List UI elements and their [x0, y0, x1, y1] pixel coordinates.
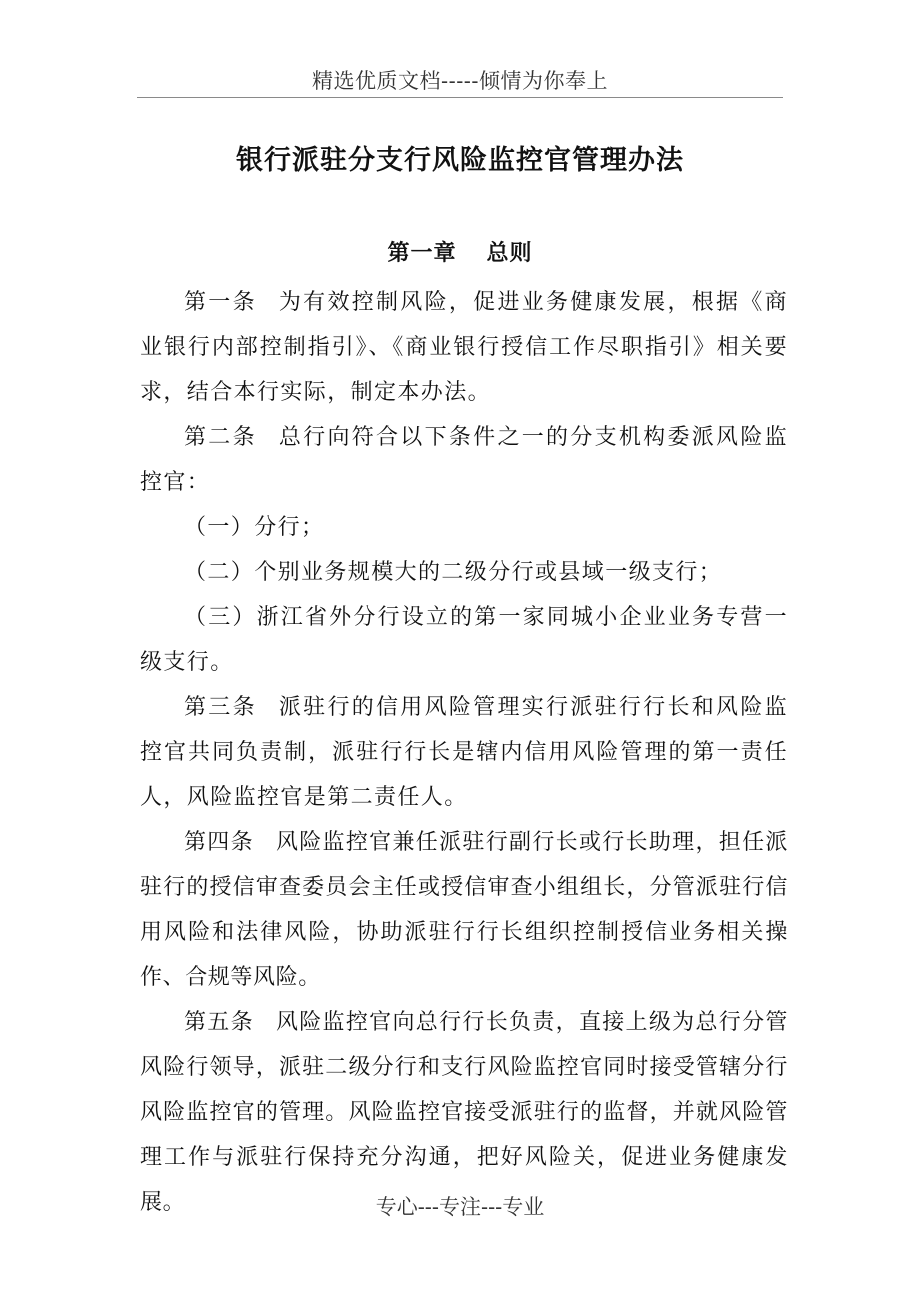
page-footer: 专心---专注---专业: [375, 1195, 545, 1219]
header-divider: [137, 97, 783, 98]
page-header: 精选优质文档-----倾情为你奉上: [312, 69, 608, 93]
article-label: 第三条: [184, 695, 257, 720]
chapter-heading: [0, 237, 920, 269]
list-item: [140, 505, 788, 550]
article-text: 为有效控制风险，促进业务健康发展，根据《商业银行内部控制指引》、《商业银行授信工作尽职指引》相关要求，结合本行实际，制定本办法。: [140, 290, 789, 405]
list-item: [140, 595, 788, 685]
article-text: 风险监控官兼任派驻行副行长或行长助理，担任派驻行的授信审查委员会主任或授信审查小组组长，分管派驻行信用风险和法律风险，协助派驻行行长组织控制授信业务相关操作、合规等风险。: [140, 830, 789, 990]
article-text: 风险监控官向总行行长负责，直接上级为总行分管风险行领导，派驻二级分行和支行风险监控官同时接受管辖分行风险监控官的管理。风险监控官接受派驻行的监督，并就风险管理工作与派驻行保持充分沟通，把好风险关，促进业务健康发展。: [140, 1010, 789, 1215]
article-text: 总行向符合以下条件之一的分支机构委派风险监控官：: [140, 425, 789, 495]
article-paragraph: [140, 685, 788, 820]
document-title: 银行派驻分支行风险监控官管理办法: [236, 145, 684, 176]
article-paragraph: [140, 280, 788, 415]
article-label: 第二条: [184, 425, 257, 450]
article-paragraph: [140, 415, 788, 505]
document-body: [140, 280, 788, 1225]
article-label: 第四条: [184, 830, 254, 855]
list-item-text: （三）浙江省外分行设立的第一家同城小企业业务专营一级支行。: [140, 605, 788, 675]
article-label: 第五条: [184, 1010, 254, 1035]
chapter-name: 总则: [486, 240, 533, 266]
list-item: [140, 550, 788, 595]
chapter-number: 第一章: [387, 240, 457, 266]
list-item-text: （二）个别业务规模大的二级分行或县域一级支行；: [184, 560, 723, 585]
article-label: 第一条: [184, 290, 257, 315]
article-text: 派驻行的信用风险管理实行派驻行行长和风险监控官共同负责制，派驻行行长是辖内信用风险管理的第一责任人，风险监控官是第二责任人。: [140, 695, 789, 810]
article-paragraph: [140, 820, 788, 1000]
list-item-text: （一）分行；: [184, 515, 325, 540]
